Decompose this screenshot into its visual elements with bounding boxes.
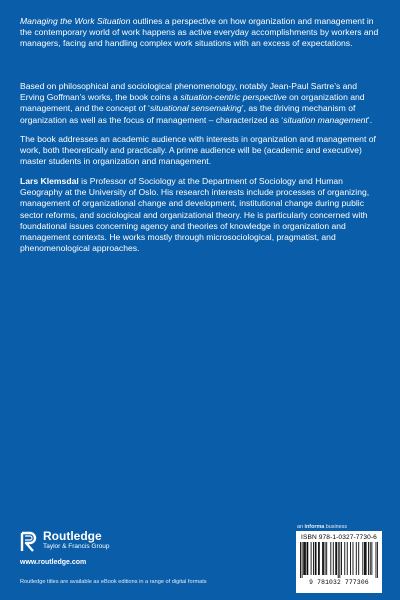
barcode-bar — [366, 542, 367, 575]
barcode-bar — [336, 542, 337, 575]
perspective-text-4: ’. — [367, 114, 373, 125]
barcode-bar — [362, 542, 363, 575]
barcode-bar — [304, 542, 305, 575]
perspective-term-2: situational sensemaking — [149, 103, 242, 114]
barcode-bar — [350, 542, 351, 575]
perspective-term-3: situation management — [283, 114, 368, 125]
barcode-bar — [377, 542, 378, 578]
barcode-bar — [371, 542, 372, 575]
barcode-bar — [370, 542, 371, 575]
barcode-bar — [323, 542, 324, 575]
barcode-bar — [347, 542, 348, 575]
imprint-prefix: an — [297, 524, 305, 530]
author-bio — [20, 176, 382, 254]
barcode-bar — [313, 542, 314, 575]
perspective-term-1: situation-centric perspective — [180, 92, 287, 103]
barcode-bar — [330, 542, 331, 575]
publisher-logo — [20, 530, 109, 552]
barcode-bar — [365, 542, 366, 575]
barcode-panel — [296, 531, 382, 593]
barcode-bar — [338, 542, 339, 578]
barcode-bar — [353, 542, 354, 575]
imprint-suffix: business — [324, 524, 348, 530]
barcode-bar — [333, 542, 334, 575]
barcode-bar — [341, 542, 342, 575]
barcode-bar — [322, 542, 323, 575]
publisher-website[interactable]: www.routledge.com — [20, 559, 87, 566]
informa-imprint — [297, 524, 347, 530]
blurb-paragraph-audience: The book addresses an academic audience with interests in organization and management of work, both theoretically and practically. A prime audience will be (academic and executive) master students in organization and management. — [20, 134, 376, 167]
imprint-brand: informa — [304, 524, 325, 530]
perspective-text-1: Based on philosophical and sociological phenomenology, notably Jean-Paul Sartre’s and Erving Goffman’s works, the book coins a — [20, 81, 357, 103]
barcode-bar — [315, 542, 316, 575]
publisher-name: Routledge — [43, 529, 102, 543]
barcode-bar — [335, 542, 336, 575]
routledge-r-icon — [20, 530, 38, 552]
barcode-bar — [364, 542, 365, 575]
intro-text: outlines a perspective on how organization and management in the contemporary world of work happens as active everyday accomplishments by workers and managers, facing and handling complex work situations with an excess of expectations. — [20, 16, 379, 49]
perspective-text-3: ’, as the driving mechanism of organization as well as the focus of management – characterized as ‘ — [20, 103, 356, 125]
barcode-bar — [358, 542, 359, 575]
barcode-bar — [307, 542, 308, 575]
barcode-bar — [307, 542, 308, 575]
perspective-text-2: on organization and management, and the concept of ‘ — [20, 92, 365, 114]
barcode-bar — [311, 542, 312, 575]
barcode-bar — [300, 542, 301, 578]
book-title: Managing the Work Situation — [20, 16, 131, 26]
barcode-bar — [356, 542, 357, 575]
barcode-bar — [302, 542, 303, 578]
barcode-bar — [319, 542, 320, 575]
barcode-bar — [316, 542, 317, 575]
barcode-bar — [318, 542, 319, 575]
barcode-bar — [376, 542, 377, 578]
barcode-digits: 9 781032 777306 — [309, 579, 369, 586]
barcode-bar — [368, 542, 369, 575]
barcode-bar — [339, 542, 340, 578]
isbn-label: ISBN 978-1-0327-7730-6 — [301, 534, 377, 541]
barcode-bars — [300, 542, 378, 578]
author-name: Lars Klemsdal — [20, 176, 79, 186]
barcode-bar — [305, 542, 306, 575]
barcode-bar — [344, 542, 345, 575]
barcode-bar — [326, 542, 327, 575]
blurb-paragraph-perspective — [20, 81, 382, 126]
barcode-bar — [303, 542, 304, 575]
barcode-bar — [325, 542, 326, 575]
publisher-group: Taylor & Francis Group — [43, 543, 110, 550]
blurb-paragraph-intro — [20, 16, 382, 50]
ebook-note: Routledge titles are available as eBook editions in a range of digital formats — [20, 579, 207, 585]
author-bio-text: is Professor of Sociology at the Department of Sociology and Human Geography at the University of Oslo. His research interests include processes of organizing, management of organizational change and development, institutional change during public sector reforms, and sociological and organizational theory. He is particularly concerned with foundational issues concerning agency and theories of knowledge in organization and management contexts. He works mostly through microsociological, pragmatist, and phenomenological approaches. — [20, 176, 370, 254]
